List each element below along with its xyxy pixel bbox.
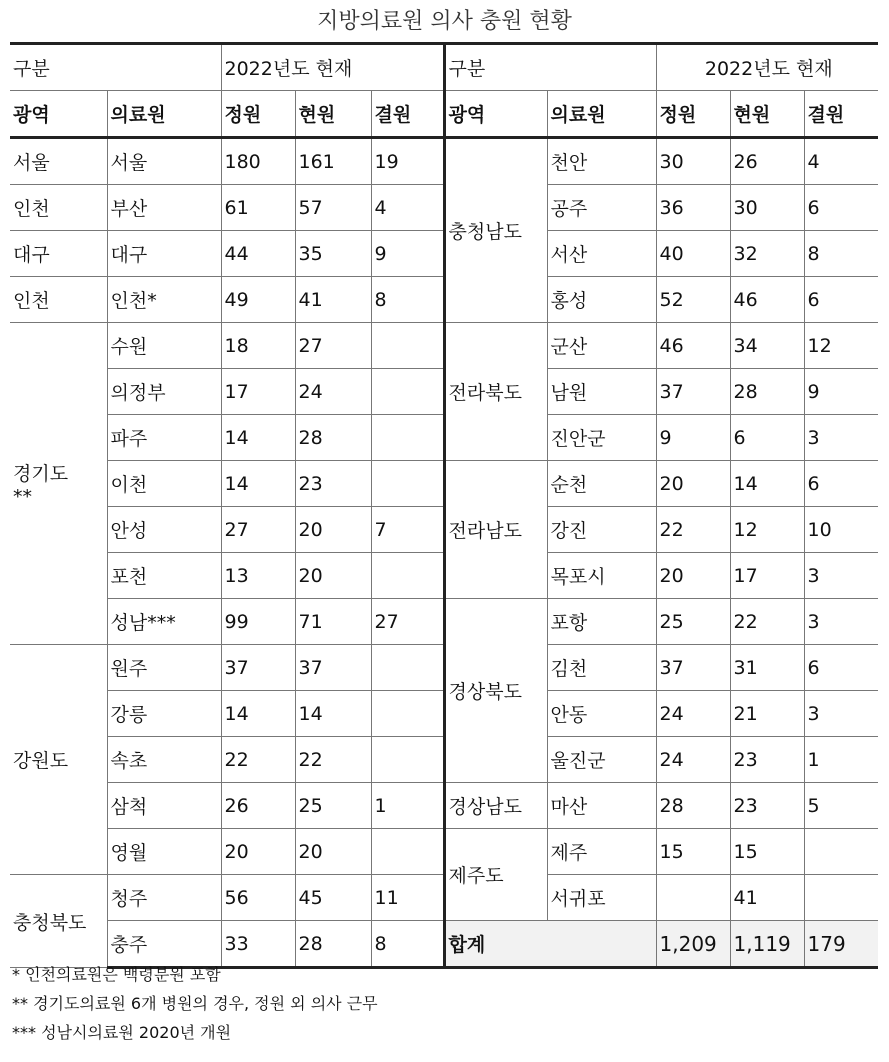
vacancy-cell-right: 12 (804, 323, 878, 369)
vacancy-cell-right: 3 (804, 691, 878, 737)
vacancy-cell: 1 (371, 783, 444, 829)
hospital-cell-right: 목포시 (547, 553, 656, 599)
vacancy-cell (371, 323, 444, 369)
vacancy-cell (371, 415, 444, 461)
vacancy-cell: 7 (371, 507, 444, 553)
header-year: 2022년도 현재 (221, 44, 444, 91)
vacancy-cell-right: 6 (804, 277, 878, 323)
vacancy-cell: 8 (371, 277, 444, 323)
current-cell-right: 21 (730, 691, 804, 737)
vacancy-cell-right: 6 (804, 185, 878, 231)
current-cell-right: 28 (730, 369, 804, 415)
hospital-cell: 삼척 (107, 783, 221, 829)
header-region: 광역 (10, 91, 107, 138)
table-row (10, 323, 878, 369)
current-cell-right: 6 (730, 415, 804, 461)
footnote: * 인천의료원은 백령분원 포함 (12, 965, 221, 984)
hospital-cell: 충주 (107, 921, 221, 968)
vacancy-cell-right: 6 (804, 645, 878, 691)
current-cell: 25 (295, 783, 371, 829)
region-cell-right: 충청남도 (444, 138, 547, 323)
quota-cell: 18 (221, 323, 295, 369)
current-cell-right: 15 (730, 829, 804, 875)
hospital-cell: 강릉 (107, 691, 221, 737)
quota-cell: 14 (221, 461, 295, 507)
vacancy-cell-right: 4 (804, 138, 878, 185)
quota-cell-right: 30 (656, 138, 730, 185)
quota-cell-right: 20 (656, 461, 730, 507)
hospital-cell: 성남*** (107, 599, 221, 645)
header-gubun-right: 구분 (444, 44, 656, 91)
current-cell-right: 31 (730, 645, 804, 691)
header-row-columns (10, 91, 878, 138)
vacancy-cell: 9 (371, 231, 444, 277)
region-cell-right: 경상남도 (444, 783, 547, 829)
hospital-cell-right: 포항 (547, 599, 656, 645)
header-vacancy-right: 결원 (804, 91, 878, 138)
hospital-cell: 청주 (107, 875, 221, 921)
quota-cell-right: 37 (656, 645, 730, 691)
region-cell: 경기도 ** (10, 323, 107, 645)
hospital-cell-right: 공주 (547, 185, 656, 231)
current-cell-right: 23 (730, 737, 804, 783)
hospital-cell: 부산 (107, 185, 221, 231)
region-cell-right: 제주도 (444, 829, 547, 921)
region-cell-right: 경상북도 (444, 599, 547, 783)
hospital-cell-right: 마산 (547, 783, 656, 829)
hospital-cell: 속초 (107, 737, 221, 783)
quota-cell: 49 (221, 277, 295, 323)
quota-cell: 180 (221, 138, 295, 185)
vacancy-cell-right: 5 (804, 783, 878, 829)
vacancy-cell: 4 (371, 185, 444, 231)
total-current: 1,119 (730, 921, 804, 968)
quota-cell-right: 36 (656, 185, 730, 231)
current-cell: 57 (295, 185, 371, 231)
vacancy-cell: 8 (371, 921, 444, 968)
quota-cell-right: 24 (656, 691, 730, 737)
quota-cell-right: 22 (656, 507, 730, 553)
hospital-cell-right: 천안 (547, 138, 656, 185)
hospital-cell: 이천 (107, 461, 221, 507)
table-row (10, 599, 878, 645)
table-body (10, 44, 878, 968)
current-cell: 161 (295, 138, 371, 185)
vacancy-cell: 11 (371, 875, 444, 921)
hospital-cell-right: 김천 (547, 645, 656, 691)
quota-cell: 20 (221, 829, 295, 875)
current-cell-right: 12 (730, 507, 804, 553)
vacancy-cell-right: 9 (804, 369, 878, 415)
hospital-cell-right: 남원 (547, 369, 656, 415)
header-current-right: 현원 (730, 91, 804, 138)
hospital-cell: 서울 (107, 138, 221, 185)
total-quota: 1,209 (656, 921, 730, 968)
current-cell: 45 (295, 875, 371, 921)
region-cell: 대구 (10, 231, 107, 277)
quota-cell: 13 (221, 553, 295, 599)
hospital-cell-right: 안동 (547, 691, 656, 737)
quota-cell-right: 15 (656, 829, 730, 875)
current-cell-right: 34 (730, 323, 804, 369)
quota-cell: 17 (221, 369, 295, 415)
current-cell-right: 26 (730, 138, 804, 185)
header-vacancy: 결원 (371, 91, 444, 138)
quota-cell-right: 20 (656, 553, 730, 599)
hospital-cell: 의정부 (107, 369, 221, 415)
table-row (10, 138, 878, 185)
quota-cell: 61 (221, 185, 295, 231)
vacancy-cell-right: 10 (804, 507, 878, 553)
vacancy-cell-right (804, 829, 878, 875)
current-cell: 71 (295, 599, 371, 645)
table-title: 지방의료원 의사 충원 현황 (317, 9, 572, 34)
header-gubun: 구분 (10, 44, 221, 91)
vacancy-cell (371, 369, 444, 415)
current-cell-right: 46 (730, 277, 804, 323)
current-cell: 22 (295, 737, 371, 783)
quota-cell-right: 24 (656, 737, 730, 783)
current-cell: 20 (295, 829, 371, 875)
current-cell: 35 (295, 231, 371, 277)
quota-cell-right: 46 (656, 323, 730, 369)
current-cell: 41 (295, 277, 371, 323)
vacancy-cell (371, 553, 444, 599)
hospital-cell-right: 순천 (547, 461, 656, 507)
current-cell: 27 (295, 323, 371, 369)
current-cell-right: 14 (730, 461, 804, 507)
region-cell: 강원도 (10, 645, 107, 875)
region-cell-right: 전라남도 (444, 461, 547, 599)
region-cell-right: 전라북도 (444, 323, 547, 461)
vacancy-cell: 19 (371, 138, 444, 185)
hospital-cell-right: 서귀포 (547, 875, 656, 921)
hospital-cell: 포천 (107, 553, 221, 599)
region-cell: 서울 (10, 138, 107, 185)
total-vacancy: 179 (804, 921, 878, 968)
region-cell: 인천 (10, 185, 107, 231)
header-year-right: 2022년도 현재 (656, 44, 878, 91)
quota-cell: 44 (221, 231, 295, 277)
vacancy-cell (371, 645, 444, 691)
vacancy-cell-right: 3 (804, 599, 878, 645)
current-cell-right: 23 (730, 783, 804, 829)
vacancy-cell (371, 691, 444, 737)
hospital-cell: 인천* (107, 277, 221, 323)
hospital-cell-right: 강진 (547, 507, 656, 553)
vacancy-cell (371, 461, 444, 507)
header-row-group (10, 44, 878, 91)
footnote: ** 경기도의료원 6개 병원의 경우, 정원 외 의사 근무 (12, 994, 378, 1013)
quota-cell-right: 28 (656, 783, 730, 829)
quota-cell-right: 37 (656, 369, 730, 415)
footnotes (12, 960, 378, 1047)
current-cell-right: 32 (730, 231, 804, 277)
current-cell: 14 (295, 691, 371, 737)
current-cell-right: 17 (730, 553, 804, 599)
header-current: 현원 (295, 91, 371, 138)
hospital-cell-right: 진안군 (547, 415, 656, 461)
current-cell-right: 22 (730, 599, 804, 645)
hospital-cell: 수원 (107, 323, 221, 369)
current-cell-right: 30 (730, 185, 804, 231)
vacancy-cell-right: 3 (804, 415, 878, 461)
quota-cell: 14 (221, 691, 295, 737)
vacancy-cell-right: 1 (804, 737, 878, 783)
current-cell: 20 (295, 553, 371, 599)
vacancy-cell (371, 829, 444, 875)
total-label: 합계 (444, 921, 656, 968)
quota-cell: 14 (221, 415, 295, 461)
quota-cell: 27 (221, 507, 295, 553)
quota-cell-right: 25 (656, 599, 730, 645)
header-hospital: 의료원 (107, 91, 221, 138)
vacancy-cell (371, 737, 444, 783)
hospital-cell-right: 울진군 (547, 737, 656, 783)
quota-cell-right: 9 (656, 415, 730, 461)
region-cell: 인천 (10, 277, 107, 323)
vacancy-cell-right: 3 (804, 553, 878, 599)
vacancy-cell-right: 8 (804, 231, 878, 277)
quota-cell: 99 (221, 599, 295, 645)
region-cell: 충청북도 (10, 875, 107, 968)
quota-cell: 56 (221, 875, 295, 921)
hospital-cell: 영월 (107, 829, 221, 875)
current-cell: 23 (295, 461, 371, 507)
quota-cell: 26 (221, 783, 295, 829)
current-cell: 20 (295, 507, 371, 553)
header-hospital-right: 의료원 (547, 91, 656, 138)
table-row (10, 783, 878, 829)
hospital-cell: 파주 (107, 415, 221, 461)
table-row (10, 461, 878, 507)
header-quota: 정원 (221, 91, 295, 138)
quota-cell: 37 (221, 645, 295, 691)
quota-cell-right (656, 875, 730, 921)
hospital-cell-right: 군산 (547, 323, 656, 369)
vacancy-cell: 27 (371, 599, 444, 645)
vacancy-cell-right: 6 (804, 461, 878, 507)
hospital-cell-right: 홍성 (547, 277, 656, 323)
hospital-cell: 안성 (107, 507, 221, 553)
table-row (10, 829, 878, 875)
quota-cell: 33 (221, 921, 295, 968)
header-region-right: 광역 (444, 91, 547, 138)
vacancy-cell-right (804, 875, 878, 921)
footnote: *** 성남시의료원 2020년 개원 (12, 1023, 232, 1042)
current-cell: 28 (295, 415, 371, 461)
current-cell: 24 (295, 369, 371, 415)
hospital-cell: 원주 (107, 645, 221, 691)
current-cell-right: 41 (730, 875, 804, 921)
quota-cell-right: 40 (656, 231, 730, 277)
current-cell: 28 (295, 921, 371, 968)
hospital-cell-right: 제주 (547, 829, 656, 875)
current-cell: 37 (295, 645, 371, 691)
hospital-cell-right: 서산 (547, 231, 656, 277)
hospital-cell: 대구 (107, 231, 221, 277)
header-quota-right: 정원 (656, 91, 730, 138)
quota-cell: 22 (221, 737, 295, 783)
quota-cell-right: 52 (656, 277, 730, 323)
doctor-staffing-table (10, 42, 878, 969)
